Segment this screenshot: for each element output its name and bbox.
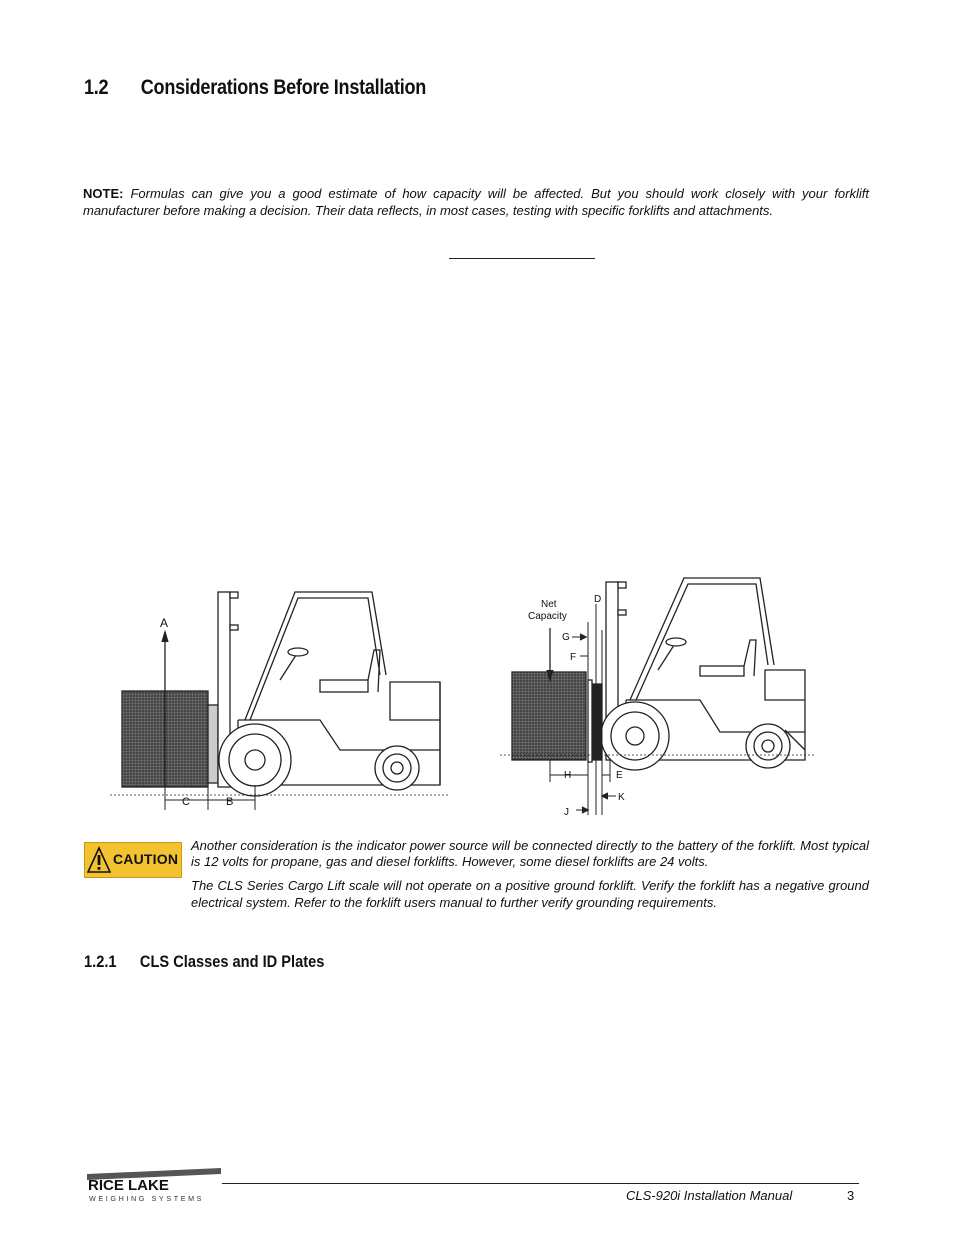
- caution-label: CAUTION: [113, 851, 179, 867]
- caution-text: [191, 838, 869, 919]
- caution-paragraph-2: The CLS Series Cargo Lift scale will not operate on a positive ground forklift. Verify the forklift has a negative ground electrical system. Refer to the forklift users manual to further verify grounding requirements.: [191, 878, 869, 910]
- section-heading: [84, 76, 426, 100]
- divider-short: [449, 258, 595, 259]
- footer-manual-title: CLS-920i Installation Manual: [626, 1188, 793, 1203]
- rice-lake-logo: [87, 1166, 221, 1206]
- label-k: K: [618, 792, 625, 803]
- subsection-number: 1.2.1: [84, 952, 117, 971]
- caution-badge: [84, 842, 182, 878]
- label-a: A: [160, 616, 169, 630]
- label-f: F: [570, 652, 577, 663]
- section-number: 1.2: [84, 76, 109, 99]
- label-capacity: Capacity: [528, 611, 567, 622]
- section-title: Considerations Before Installation: [140, 76, 427, 99]
- subsection-title: CLS Classes and ID Plates: [139, 952, 325, 971]
- logo-top-text: RICE LAKE: [88, 1177, 169, 1194]
- subsection-heading: [84, 952, 324, 972]
- note-text: Formulas can give you a good estimate of how capacity will be affected. But you should work closely with your forklift manufacturer before making a decision. Their data reflects, in most cases, testing with specific forklifts and attachments.: [83, 186, 869, 218]
- footer-divider: [222, 1183, 859, 1184]
- warning-triangle-icon: [87, 846, 111, 874]
- label-d: D: [594, 594, 602, 605]
- page-number: 3: [847, 1188, 855, 1203]
- label-g: G: [562, 632, 570, 643]
- note-paragraph: [83, 186, 869, 219]
- forklift-dimension-figure: [110, 570, 830, 830]
- label-b: B: [226, 796, 234, 808]
- label-e: E: [616, 770, 623, 781]
- caution-paragraph-1: Another consideration is the indicator power source will be connected directly to the battery of the forklift. Most typical is 12 volts for propane, gas and diesel forklifts. However, some diesel forklifts are 24 volts.: [191, 838, 869, 870]
- note-label: NOTE:: [83, 186, 124, 201]
- label-c: C: [182, 796, 190, 808]
- logo-bottom-text: WEIGHING SYSTEMS: [89, 1194, 205, 1203]
- label-net: Net: [541, 599, 557, 610]
- label-j: J: [564, 807, 569, 818]
- label-h: H: [564, 770, 572, 781]
